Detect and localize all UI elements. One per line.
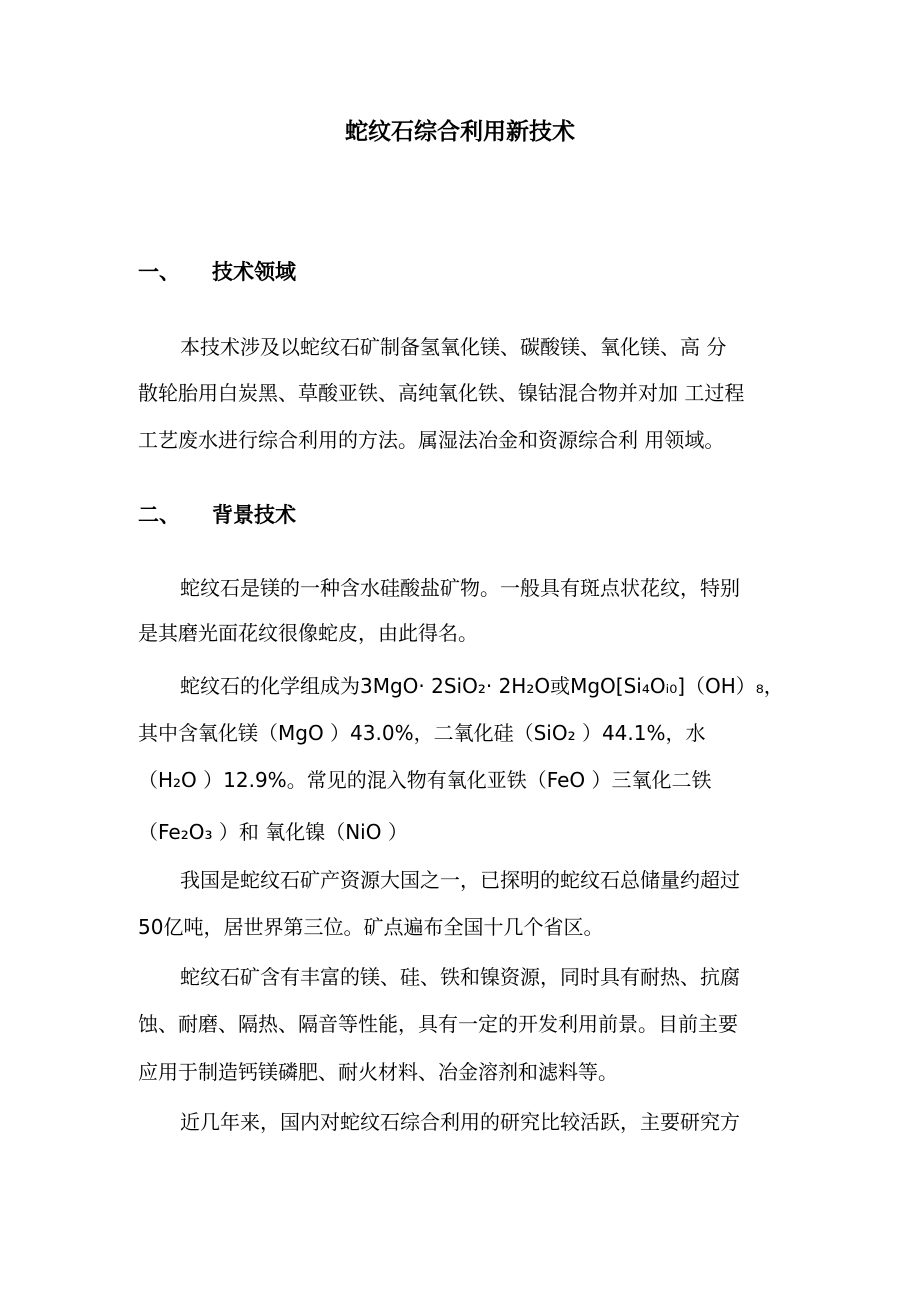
paragraph-line: 工艺废水进行综合利用的方法。属湿法冶金和资源综合利 用领域。 — [138, 428, 725, 452]
paragraph-line: 散轮胎用白炭黑、草酸亚铁、高纯氧化铁、镍钴混合物并对加 工过程 — [138, 381, 745, 405]
paragraph-line: 蚀、耐磨、隔热、隔音等性能，具有一定的开发利用前景。目前主要 — [138, 1012, 738, 1036]
section-number: 一、 — [138, 260, 180, 284]
paragraph-line: 近几年来，国内对蛇纹石综合利用的研究比较活跃，主要研究方 — [180, 1110, 740, 1134]
paragraph-line: 50亿吨，居世界第三位。矿点遍布全国十几个省区。 — [138, 915, 604, 939]
section-heading: 背景技术 — [212, 503, 296, 527]
paragraph-line: （H₂O ）12.9%。常见的混入物有氧化亚铁（FeO ）三氧化二铁 — [138, 768, 712, 792]
paragraph-line: 我国是蛇纹石矿产资源大国之一，已探明的蛇纹石总储量约超过 — [180, 868, 740, 892]
paragraph-line: 蛇纹石矿含有丰富的镁、硅、铁和镍资源，同时具有耐热、抗腐 — [180, 965, 740, 989]
section-heading: 技术领域 — [212, 260, 296, 284]
paragraph-line: 蛇纹石的化学组成为3MgO· 2SiO₂· 2H₂O或MgO[Si₄Oᵢ₀]（OH）₈， — [180, 674, 784, 698]
section-number: 二、 — [138, 503, 180, 527]
paragraph-line: 应用于制造钙镁磷肥、耐火材料、冶金溶剂和滤料等。 — [138, 1060, 618, 1084]
document-title: 蛇纹石综合利用新技术 — [345, 119, 575, 145]
paragraph-line: 蛇纹石是镁的一种含水硅酸盐矿物。一般具有斑点状花纹，特别 — [180, 576, 740, 600]
paragraph-line: （Fe₂O₃ ）和 氧化镍（NiO ） — [138, 820, 408, 844]
paragraph-line: 是其磨光面花纹很像蛇皮，由此得名。 — [138, 621, 478, 645]
paragraph-line: 本技术涉及以蛇纹石矿制备氢氧化镁、碳酸镁、氧化镁、高 分 — [180, 335, 727, 359]
paragraph-line: 其中含氧化镁（MgO ）43.0%，二氧化硅（SiO₂ ）44.1%，水 — [138, 721, 706, 745]
